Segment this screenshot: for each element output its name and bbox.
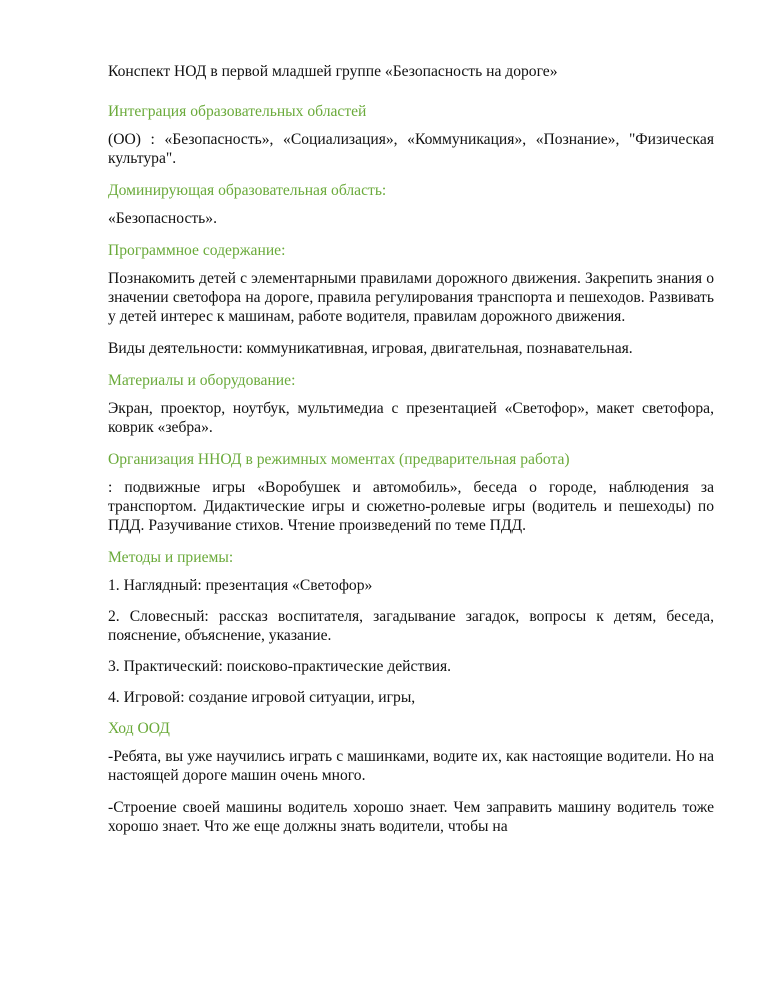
paragraph-program-content: Познакомить детей с элементарными правилами дорожного движения. Закрепить знания о значении светофора на дороге, правила регулирования транспорта и пешеходов. Развивать у детей интерес к машинам, работе водителя, правилам дорожного движения.: [108, 270, 714, 325]
heading-integration: Интеграция образовательных областей: [108, 103, 367, 120]
method-item-verbal: 2. Словесный: рассказ воспитателя, загадывание загадок, вопросы к детям, беседа, пояснение, объяснение, указание.: [108, 608, 714, 644]
paragraph-course-2: -Строение своей машины водитель хорошо знает. Чем заправить машину водитель тоже хорошо знает. Что же еще должны знать водители, чтобы на: [108, 799, 714, 835]
heading-course: Ход ООД: [108, 720, 170, 737]
paragraph-integration: (ОО) : «Безопасность», «Социализация», «Коммуникация», «Познание», "Физическая культура".: [108, 131, 714, 167]
document-title: Конспект НОД в первой младшей группе «Безопасность на дороге»: [108, 63, 558, 80]
method-item-game: 4. Игровой: создание игровой ситуации, игры,: [108, 689, 416, 706]
method-item-visual: 1. Наглядный: презентация «Светофор»: [108, 577, 373, 594]
paragraph-activity-types: Виды деятельности: коммуникативная, игровая, двигательная, познавательная.: [108, 340, 633, 357]
heading-materials: Материалы и оборудование:: [108, 372, 296, 389]
heading-methods: Методы и приемы:: [108, 549, 234, 566]
heading-dominant-area: Доминирующая образовательная область:: [108, 182, 387, 199]
method-item-practical: 3. Практический: поисково-практические действия.: [108, 658, 452, 675]
paragraph-materials: Экран, проектор, ноутбук, мультимедиа с презентацией «Светофор», макет светофора, коврик «зебра».: [108, 400, 714, 436]
heading-organization: Организация ННОД в режимных моментах (предварительная работа): [108, 451, 570, 468]
paragraph-course-1: -Ребята, вы уже научились играть с машинками, водите их, как настоящие водители. Но на настоящей дороге машин очень много.: [108, 748, 714, 784]
document-page: [108, 62, 714, 849]
paragraph-organization: : подвижные игры «Воробушек и автомобиль», беседа о городе, наблюдения за транспортом. Дидактические игры и сюжетно-ролевые игры (водитель и пешеходы) по ПДД. Разучивание стихов. Чтение произведений по теме ПДД.: [108, 479, 714, 534]
paragraph-dominant-area: «Безопасность».: [108, 210, 217, 227]
heading-program-content: Программное содержание:: [108, 242, 286, 259]
